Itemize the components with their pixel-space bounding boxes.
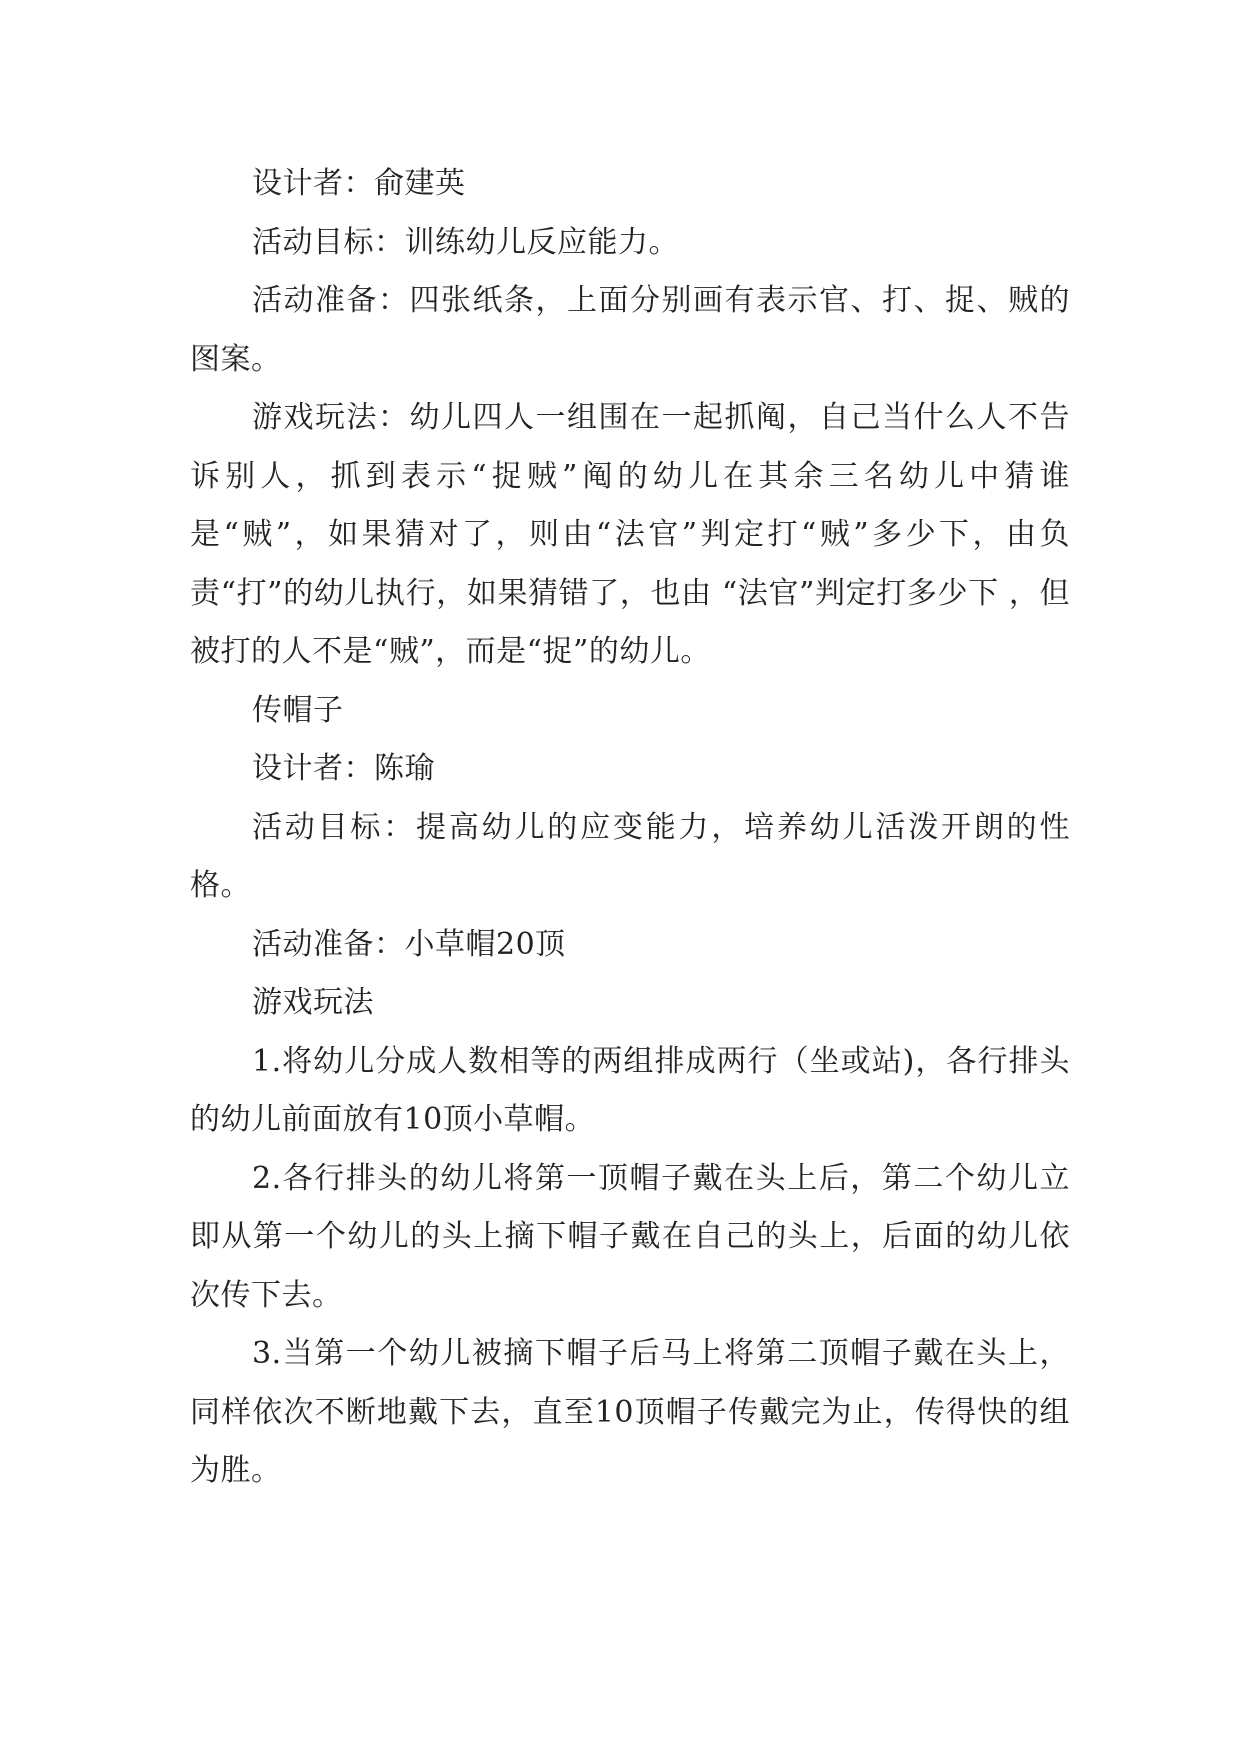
document-body [190, 155, 1070, 1501]
rule-step-2: 2.各行排头的幼儿将第一顶帽子戴在头上后，第二个幼儿立即从第一个幼儿的头上摘下帽子戴在自己的头上，后面的幼儿依次传下去。 [190, 1160, 1070, 1313]
designer-line-1: 设计者：俞建英 [252, 166, 466, 201]
activity-goal-1: 活动目标：训练幼儿反应能力。 [252, 224, 679, 260]
activity-preparation-1: 活动准备：四张纸条，上面分别画有表示官、打、捉、贼的图案。 [190, 283, 1070, 377]
rule-step-3: 3.当第一个幼儿被摘下帽子后马上将第二顶帽子戴在头上，同样依次不断地戴下去，直至10顶帽子传戴完为止，传得快的组为胜。 [190, 1336, 1070, 1488]
rule-step-1: 1.将幼儿分成人数相等的两组排成两行（坐或站)，各行排头的幼儿前面放有10顶小草帽。 [190, 1043, 1070, 1137]
designer-line-2: 设计者：陈瑜 [252, 751, 435, 786]
activity-preparation-2: 活动准备：小草帽20顶 [252, 926, 566, 962]
section-title-pass-the-hat: 传帽子 [252, 692, 344, 728]
game-rules-heading-2: 游戏玩法 [252, 985, 374, 1020]
activity-goal-2: 活动目标：提高幼儿的应变能力，培养幼儿活泼开朗的性格。 [190, 809, 1070, 903]
game-rules-1: 游戏玩法：幼儿四人一组围在一起抓阄，自己当什么人不告诉别人，抓到表示“捉贼”阄的幼儿在其余三名幼儿中猜谁是“贼”，如果猜对了，则由“法官”判定打“贼”多少下，由负责“打”的幼儿执行，如果猜错了，也由 “法官”判定打多少下 ，但被打的人不是“贼”，而是“捉”的幼儿。 [190, 400, 1070, 669]
